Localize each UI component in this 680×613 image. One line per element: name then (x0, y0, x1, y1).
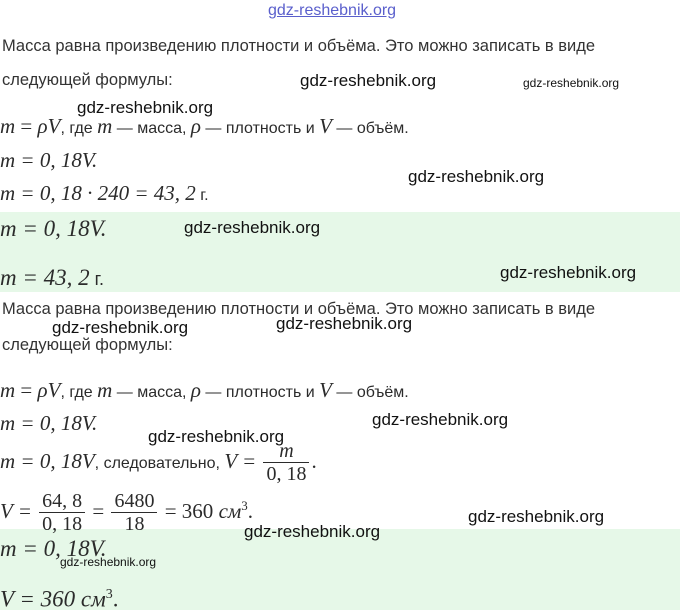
var-rho: ρ (190, 378, 201, 402)
watermark: gdz-reshebnik.org (523, 76, 620, 90)
equals-sign: = (15, 378, 38, 402)
part1-intro-line1: Масса равна произведению плотности и объёма. Это можно записать в виде (2, 37, 596, 55)
watermark: gdz-reshebnik.org (148, 427, 285, 446)
where-text: где (64, 384, 98, 401)
var-v: V (319, 378, 332, 402)
part1-answer2 (0, 264, 104, 292)
var-m: m (0, 114, 16, 138)
watermark: gdz-reshebnik.org (372, 410, 509, 429)
var-m: m (97, 378, 113, 402)
var-m: m (97, 114, 113, 138)
fraction-denominator: 0, 18 (42, 512, 83, 535)
rho-v: ρV (37, 114, 61, 138)
exponent: 3 (241, 498, 248, 513)
volume-text: — объём. (331, 120, 409, 137)
mass-text: — масса, (112, 384, 191, 401)
equals-sign: = (15, 114, 38, 138)
part1-eq1: m = 0, 18V. (0, 148, 98, 172)
watermark: gdz-reshebnik.org (300, 71, 437, 90)
equals-sign: = (87, 499, 110, 523)
var-v: V (319, 114, 332, 138)
comma: , (60, 384, 65, 401)
fraction-numerator: 6480 (111, 490, 157, 513)
watermark: gdz-reshebnik.org (60, 555, 157, 569)
part1-eq2 (0, 180, 209, 209)
eq2-text: , следовательно, (94, 455, 225, 472)
unit-cm: см (218, 499, 242, 523)
watermark: gdz-reshebnik.org (276, 314, 413, 333)
eq3-result: = 360 (159, 499, 219, 523)
density-text: — плотность и (200, 384, 320, 401)
exponent: 3 (105, 587, 113, 602)
part2-answer2 (0, 582, 119, 613)
comma: , (60, 120, 65, 137)
period: . (112, 586, 119, 612)
part2-intro-line2: следующей формулы: (2, 336, 173, 354)
where-text: где (64, 120, 98, 137)
period: . (247, 499, 254, 523)
rho-v: ρV (37, 378, 61, 402)
eq3-lhs: V = (0, 499, 38, 523)
part2-formula-line (0, 377, 409, 406)
var-m: m (0, 378, 16, 402)
watermark: gdz-reshebnik.org (184, 218, 321, 237)
part2-answer1: m = 0, 18V. (0, 536, 107, 561)
part2-intro-line1: Масса равна произведению плотности и объёма. Это можно записать в виде (2, 300, 596, 318)
fraction-numerator: m (263, 440, 309, 463)
watermark: gdz-reshebnik.org (244, 522, 381, 541)
fraction-denominator: 0, 18 (266, 462, 307, 485)
watermark-top-link[interactable]: gdz-reshebnik.org (268, 2, 397, 19)
mass-text: — масса, (112, 120, 191, 137)
watermark: gdz-reshebnik.org (77, 98, 214, 117)
eq2-unit: г. (195, 187, 209, 204)
watermark: gdz-reshebnik.org (500, 263, 637, 282)
part2-eq3 (0, 481, 253, 537)
part1-answer1: m = 0, 18V. (0, 216, 107, 241)
watermark: gdz-reshebnik.org (408, 167, 545, 186)
eq2-math: m = 0, 18V (0, 449, 95, 473)
fraction-648-over-018 (39, 490, 85, 535)
answer2-math: m = 43, 2 (0, 265, 90, 290)
eq2-math: m = 0, 18 · 240 = 43, 2 (0, 181, 196, 205)
volume-text: — объём. (331, 384, 409, 401)
unit-cm: см (80, 586, 106, 612)
eq2-lhs: V = (224, 449, 262, 473)
part2-eq1: m = 0, 18V. (0, 411, 98, 435)
watermark: gdz-reshebnik.org (52, 318, 189, 337)
part1-intro-line2: следующей формулы: (2, 71, 173, 89)
var-rho: ρ (190, 114, 201, 138)
density-text: — плотность и (200, 120, 320, 137)
fraction-denominator: 18 (124, 512, 145, 535)
period: . (311, 449, 317, 473)
answer2-math: V = 360 (0, 586, 81, 612)
watermark: gdz-reshebnik.org (468, 507, 605, 526)
answer2-unit: г. (89, 269, 105, 289)
fraction-numerator: 64, 8 (39, 490, 85, 513)
fraction-6480-over-18 (111, 490, 157, 535)
